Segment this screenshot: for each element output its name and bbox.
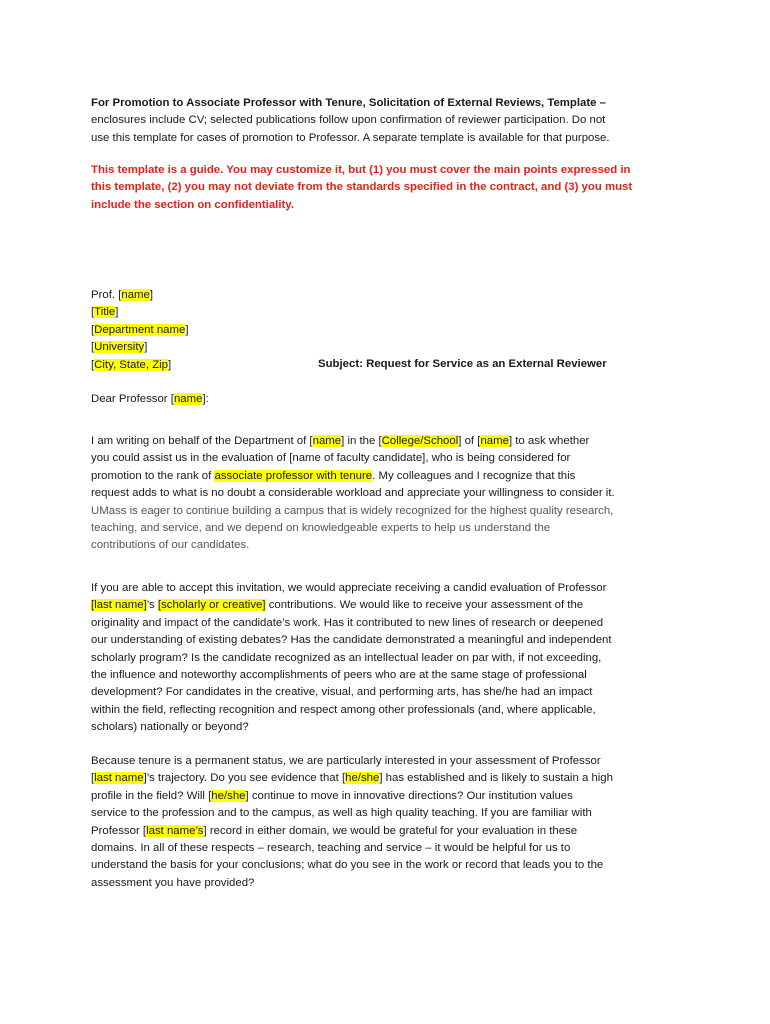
- placeholder-last-name-possessive: last name’s: [146, 824, 204, 837]
- address-department-line: [Department name]: [91, 323, 189, 336]
- placeholder-name: name: [173, 393, 203, 405]
- address-city-line: [City, State, Zip]: [91, 358, 172, 371]
- placeholder-university-name: name: [480, 435, 509, 447]
- placeholder-last-name: last name: [94, 772, 144, 785]
- paragraph-introduction: I am writing on behalf of the Department of [name] in the [College/School] of [name] to ask whether you could assist us in the evaluation of [name of faculty candidate], who is being considered for promotion to the rank of associate professor with tenure. My colleagues and I recognize that this request adds to what is no doubt a considerable workload and appreciate your willingness to consider it. UMass is eager to continue building a campus that is widely recognized for the highest quality research, teaching, and service, and we depend on knowledgeable experts to help us understand the contributions of our candidates.: [91, 435, 615, 552]
- subject-line: Subject: Request for Service as an External Reviewer: [318, 358, 607, 370]
- template-header: [91, 95, 691, 147]
- address-title-line: [Title]: [91, 306, 119, 319]
- placeholder-last-name: [last name]: [91, 599, 147, 612]
- placeholder-university: University: [94, 341, 145, 354]
- guide-line-1: This template is a guide. You may customize it, but (1) you must cover the main points expressed in: [91, 164, 631, 176]
- placeholder-pronoun: he/she: [345, 772, 380, 785]
- header-subtitle: Solicitation of External Reviews, Template –: [365, 97, 607, 109]
- paragraph-evaluation-request: If you are able to accept this invitation, we would appreciate receiving a candid evaluation of Professor [last name]’s [scholarly or creative] contributions. We would like to receive your assessment of the originality and impact of the candidate’s work. Has it contributed to new lines of research or deepened our understanding of existing debates? Has the candidate demonstrated a meaningful and independent scholarly program? Is the candidate recognized as an intellectual leader on par with, if not exceeding, the influence and noteworthy accomplishments of peers who are at the same stage of professional development? For candidates in the creative, visual, and performing arts, has she/he had an impact within the field, reflecting recognition and respect among other professionals (and, where applicable, scholars) nationally or beyond?: [91, 582, 612, 734]
- placeholder-pronoun: he/she: [211, 789, 246, 802]
- guide-line-2: this template, (2) you may not deviate from the standards specified in the contract, and (3) you must: [91, 181, 633, 194]
- header-line-1: [91, 95, 691, 112]
- placeholder-department: Department name: [94, 323, 186, 336]
- placeholder-name: name: [121, 289, 150, 301]
- header-line-2: enclosures include CV; selected publications follow upon confirmation of reviewer participation. Do not: [91, 114, 606, 127]
- header-line-3: use this template for cases of promotion to Professor. A separate template is available for that purpose.: [91, 131, 610, 144]
- placeholder-rank: associate professor with tenure: [214, 469, 373, 482]
- placeholder-department-name: name: [312, 435, 342, 447]
- address-prof-line: Prof. [name]: [91, 289, 154, 301]
- placeholder-college: College/School: [381, 435, 459, 447]
- guide-line-3: include the section on confidentiality.: [91, 198, 294, 211]
- header-title: For Promotion to Associate Professor with Tenure,: [91, 97, 366, 109]
- salutation: Dear Professor [name]:: [91, 393, 209, 405]
- address-university-line: [University]: [91, 341, 148, 354]
- paragraph-tenure-trajectory: Because tenure is a permanent status, we are particularly interested in your assessment of Professor [last name]’s trajectory. Do you see evidence that [he/she] has established and is likely to sustain a high profile in the field? Will [he/she] continue to move in innovative directions? Our institution values service to the profession and to the campus, as well as high quality teaching. If you are familiar with Professor [last name’s] record in either domain, we would be grateful for your evaluation in these domains. In all of these respects – research, teaching and service – it would be helpful for us to understand the basis for your conclusions; what do you see in the work or record that leads you to the assessment you have provided?: [91, 755, 613, 889]
- placeholder-scholarly-creative: [scholarly or creative]: [157, 599, 266, 612]
- template-guide-note: [91, 162, 691, 214]
- placeholder-title: Title: [94, 306, 116, 319]
- placeholder-city: City, State, Zip: [94, 358, 169, 371]
